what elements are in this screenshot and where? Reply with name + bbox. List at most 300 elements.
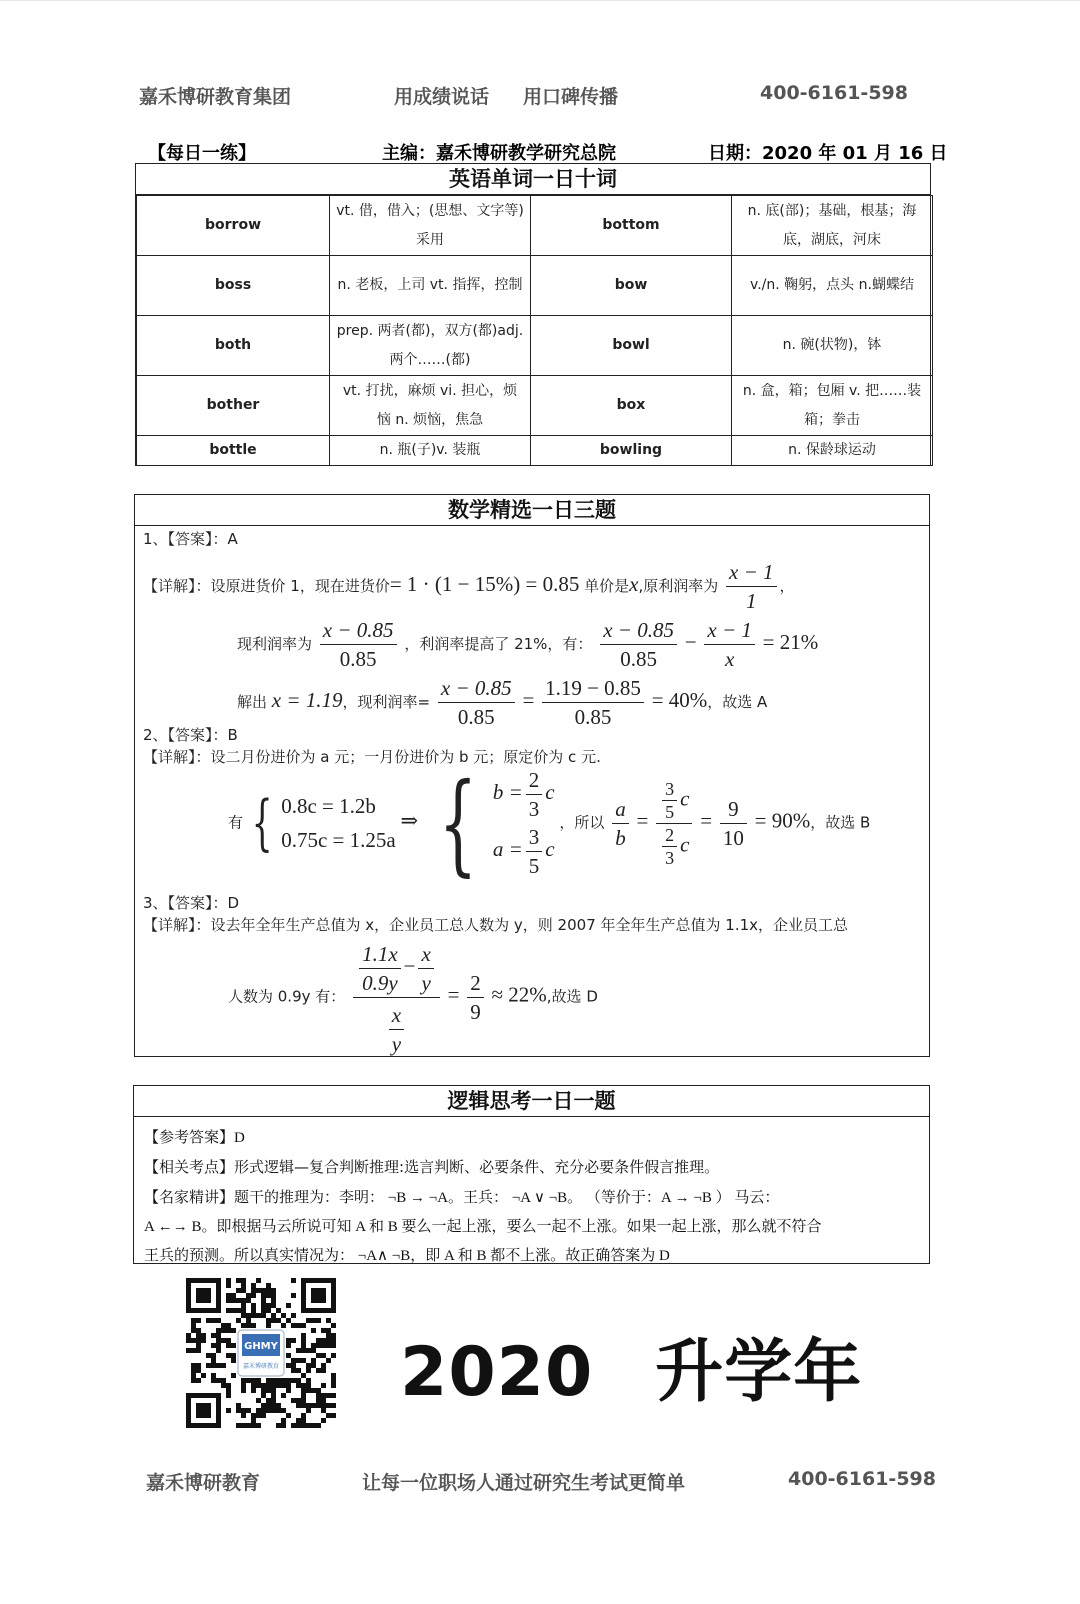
fraction-denominator: b: [615, 825, 626, 850]
qr-module: [286, 1343, 291, 1348]
qr-module: [331, 1403, 336, 1408]
qr-module: [291, 1423, 296, 1428]
qr-module: [256, 1408, 261, 1413]
qr-module: [331, 1323, 336, 1328]
fraction-numerator: a: [612, 795, 629, 824]
qr-module: [226, 1323, 231, 1328]
qr-module: [216, 1343, 221, 1348]
qr-module: [226, 1278, 231, 1283]
vocab-word: boss: [137, 256, 330, 316]
qr-module: [211, 1353, 216, 1358]
q1-solve-value: x = 1.19: [271, 688, 343, 712]
qr-module: [261, 1293, 266, 1298]
qr-module: [216, 1318, 221, 1323]
promo-text: 升学年: [655, 1333, 863, 1412]
qr-module: [311, 1363, 316, 1368]
fraction-denominator: 0.9y: [362, 970, 398, 995]
qr-module: [246, 1293, 251, 1298]
q2-var-c: c: [680, 785, 690, 810]
qr-module: [226, 1308, 231, 1313]
q1-solve-text: 解出: [237, 693, 268, 711]
qr-module: [246, 1323, 251, 1328]
qr-module: [326, 1318, 331, 1323]
logic-topic-label: 【相关考点】: [144, 1158, 235, 1176]
qr-module: [231, 1293, 236, 1298]
qr-module: [331, 1393, 336, 1398]
vocab-row: [137, 316, 933, 376]
qr-module: [291, 1363, 296, 1368]
qr-module: [331, 1413, 336, 1418]
qr-module: [191, 1373, 196, 1378]
vocab-word: bowling: [531, 436, 732, 466]
q1-fraction-d: [542, 674, 644, 731]
qr-module: [321, 1383, 326, 1388]
qr-module: [286, 1338, 291, 1343]
qr-module: [251, 1413, 256, 1418]
qr-module: [251, 1303, 256, 1308]
qr-module: [326, 1333, 331, 1338]
qr-module: [231, 1308, 236, 1313]
vocab-word: bother: [137, 376, 330, 436]
fraction-numerator: x − 0.85: [438, 674, 515, 703]
qr-module: [291, 1368, 296, 1373]
vocab-definition: n. 保龄球运动: [732, 436, 933, 466]
qr-module: [261, 1288, 266, 1293]
qr-module: [296, 1358, 301, 1363]
qr-module: [216, 1378, 221, 1383]
vocab-definition: vt. 借，借入；(思想、文字等)采用: [330, 196, 531, 256]
qr-module: [301, 1343, 306, 1348]
qr-module: [326, 1413, 331, 1418]
qr-module: [271, 1293, 276, 1298]
qr-module: [186, 1333, 191, 1338]
qr-module: [266, 1318, 271, 1323]
logic-section: [133, 1085, 930, 1264]
qr-module: [246, 1378, 251, 1383]
q1-orig-text: ,原利润率为: [638, 577, 719, 595]
qr-module: [196, 1368, 201, 1373]
fraction-numerator: 2: [526, 766, 543, 795]
q2-var-c: c: [680, 831, 690, 856]
qr-module: [306, 1423, 311, 1428]
fraction-numerator: 1.1x: [359, 940, 401, 969]
qr-module: [206, 1353, 211, 1358]
qr-module: [321, 1408, 326, 1413]
qr-module: [291, 1378, 296, 1383]
qr-module: [296, 1418, 301, 1423]
fraction-numerator: x: [418, 940, 433, 969]
fraction-denominator: x: [724, 647, 735, 671]
qr-module: [236, 1408, 241, 1413]
qr-module: [301, 1418, 306, 1423]
qr-module: [226, 1343, 231, 1348]
qr-module: [301, 1333, 306, 1338]
qr-module: [246, 1318, 251, 1323]
qr-module: [306, 1388, 311, 1393]
q1-detail-line2: [237, 616, 818, 673]
qr-module: [186, 1338, 191, 1343]
qr-module: [241, 1423, 246, 1428]
equals-sign: =: [636, 808, 649, 833]
qr-module: [261, 1393, 266, 1398]
qr-module: [331, 1333, 336, 1338]
q2-var-c: c: [545, 837, 555, 861]
qr-module: [301, 1323, 306, 1328]
q1-orig-rate-fraction: [726, 558, 777, 615]
qr-module: [311, 1343, 316, 1348]
qr-module: [316, 1368, 321, 1373]
implies-arrow: ⇒: [400, 808, 419, 833]
qr-module: [326, 1393, 331, 1398]
q3-term2-fraction: [418, 940, 433, 997]
qr-module: [306, 1378, 311, 1383]
qr-module: [331, 1383, 336, 1388]
q1-fraction-b: [704, 616, 755, 673]
qr-module: [261, 1313, 266, 1318]
qr-module: [311, 1423, 316, 1428]
qr-module: [291, 1338, 296, 1343]
qr-module: [271, 1388, 276, 1393]
qr-module: [301, 1413, 306, 1418]
editor-line: 主编：嘉禾博研教学研究总院: [382, 143, 616, 164]
qr-module: [231, 1373, 236, 1378]
qr-module: [231, 1298, 236, 1303]
qr-module: [321, 1393, 326, 1398]
qr-module: [241, 1308, 246, 1313]
qr-module: [291, 1313, 296, 1318]
qr-module: [331, 1353, 336, 1358]
qr-module: [196, 1363, 201, 1368]
qr-module: [286, 1353, 291, 1358]
q1-unit-text: 单价是: [584, 577, 630, 595]
vocab-definition: n. 老板，上司 vt. 指挥，控制: [330, 256, 531, 316]
qr-module: [326, 1358, 331, 1363]
qr-module: [271, 1403, 276, 1408]
promo-banner: [400, 1318, 862, 1415]
qr-module: [281, 1323, 286, 1328]
qr-module: [261, 1298, 266, 1303]
qr-module: [271, 1313, 276, 1318]
qr-module: [296, 1403, 301, 1408]
q2-ratio-fraction: [720, 795, 747, 852]
qr-module: [306, 1403, 311, 1408]
qr-module: [311, 1403, 316, 1408]
qr-module: [191, 1323, 196, 1328]
qr-module: [221, 1383, 226, 1388]
qr-module: [256, 1278, 261, 1283]
qr-module: [251, 1313, 256, 1318]
qr-module: [311, 1388, 316, 1393]
qr-module: [191, 1378, 196, 1383]
footer-phone: 400-6161-598: [788, 1468, 936, 1490]
qr-module: [186, 1348, 191, 1353]
header-slogan-2: 用口碑传播: [523, 86, 619, 108]
qr-module: [236, 1298, 241, 1303]
qr-module: [301, 1348, 306, 1353]
qr-module: [331, 1373, 336, 1378]
qr-module: [276, 1408, 281, 1413]
qr-module: [251, 1308, 256, 1313]
q2-choose: ，故选 B: [810, 813, 871, 832]
minus-sign: −: [684, 630, 697, 654]
qr-module: [326, 1403, 331, 1408]
qr-module: [236, 1423, 241, 1428]
qr-module: [331, 1338, 336, 1343]
qr-module: [321, 1328, 326, 1333]
q2-b-eq: b =: [492, 780, 523, 804]
qr-module: [221, 1323, 226, 1328]
vocab-definition: n. 瓶(子)v. 装瓶: [330, 436, 531, 466]
fraction-numerator: 3: [662, 778, 677, 801]
vocab-row: [137, 196, 933, 256]
qr-module: [301, 1388, 306, 1393]
qr-module: [291, 1293, 296, 1298]
fraction-numerator: 2: [662, 824, 677, 847]
qr-module: [331, 1343, 336, 1348]
qr-module: [266, 1403, 271, 1408]
fraction-denominator: 0.85: [457, 705, 495, 729]
qr-module: [226, 1353, 231, 1358]
logic-topic-line: [144, 1153, 919, 1183]
qr-module: [286, 1318, 291, 1323]
qr-module: [316, 1353, 321, 1358]
q1-fraction-a: [600, 616, 677, 673]
q2-system: [281, 789, 396, 857]
qr-module: [241, 1378, 246, 1383]
qr-module: [241, 1278, 246, 1283]
qr-module: [271, 1408, 276, 1413]
qr-module: [226, 1283, 231, 1288]
qr-module: [301, 1373, 306, 1378]
qr-module: [236, 1308, 241, 1313]
fraction-denominator: 1: [746, 589, 757, 613]
logic-explain-1: 题干的推理为：李明： ¬B → ¬A。王兵： ¬A ∨ ¬B。 （等价于：A → ¬B ） 马云：: [234, 1190, 780, 1206]
qr-module: [221, 1328, 226, 1333]
q2-system-eq2: 0.75c = 1.25a: [281, 828, 396, 852]
qr-module: [196, 1343, 201, 1348]
header-slogan-1: 用成绩说话: [394, 86, 490, 108]
qr-logo-text: GHMY: [244, 1341, 278, 1352]
q2-b-solution: [493, 766, 555, 823]
qr-module: [286, 1303, 291, 1308]
qr-module: [246, 1408, 251, 1413]
q2-compound-fraction: [656, 778, 692, 869]
vocab-title: 英语单词一日十词: [136, 164, 930, 195]
qr-module: [286, 1363, 291, 1368]
q3-answer: 3、【答案】：D: [143, 894, 240, 912]
qr-module: [196, 1338, 201, 1343]
q1-fraction-c: [438, 674, 515, 731]
qr-module: [241, 1283, 246, 1288]
qr-module: [266, 1283, 271, 1288]
q1-var-x: x: [629, 572, 639, 596]
vocab-definition: vt. 打扰，麻烦 vi. 担心，烦恼 n. 烦恼，焦急: [330, 376, 531, 436]
qr-module: [261, 1413, 266, 1418]
q1-now-text: 现利润率为: [237, 635, 313, 653]
fraction-denominator: [353, 998, 440, 1059]
qr-module: [231, 1353, 236, 1358]
fraction-denominator: y: [421, 970, 431, 995]
qr-module: [206, 1363, 211, 1368]
q1-answer: 1、【答案】：A: [143, 530, 238, 548]
qr-module: [256, 1398, 261, 1403]
qr-module: [321, 1363, 326, 1368]
q1-now2-text: ，现利润率=: [342, 693, 431, 711]
vocab-table: [136, 195, 933, 466]
qr-module: [261, 1408, 266, 1413]
qr-module: [226, 1383, 231, 1388]
qr-module: [321, 1418, 326, 1423]
qr-module: [211, 1333, 216, 1338]
qr-module: [216, 1338, 221, 1343]
q3-approx: ≈ 22%: [491, 982, 547, 1007]
q1-eq-40: = 40%: [651, 688, 708, 712]
qr-module: [301, 1423, 306, 1428]
fraction-denominator: [656, 824, 692, 869]
qr-module: [296, 1368, 301, 1373]
qr-module: [231, 1358, 236, 1363]
left-brace: {: [251, 788, 273, 858]
math-section: [134, 494, 930, 1057]
qr-module: [276, 1308, 281, 1313]
q2-detail: 【详解】：设二月份进价为 a 元；一月份进价为 b 元；原定价为 c 元.: [143, 748, 601, 766]
qr-module: [316, 1343, 321, 1348]
qr-module: [276, 1318, 281, 1323]
qr-module: [241, 1408, 246, 1413]
qr-module: [201, 1373, 206, 1378]
qr-module: [306, 1363, 311, 1368]
qr-module: [211, 1358, 216, 1363]
qr-module: [191, 1328, 196, 1333]
vocab-row: [137, 436, 933, 466]
qr-module: [261, 1383, 266, 1388]
fraction-denominator: 9: [470, 999, 481, 1024]
q2-eq-90: = 90%: [754, 808, 811, 833]
minus-sign: −: [403, 954, 416, 978]
qr-module: [221, 1338, 226, 1343]
vocab-definition: v./n. 鞠躬，点头 n.蝴蝶结: [732, 256, 933, 316]
qr-module: [241, 1313, 246, 1318]
fraction-denominator: 0.85: [574, 705, 612, 729]
qr-module: [276, 1383, 281, 1388]
qr-module: [266, 1383, 271, 1388]
qr-module: [306, 1383, 311, 1388]
qr-module: [191, 1368, 196, 1373]
qr-module: [281, 1408, 286, 1413]
qr-module: [251, 1378, 256, 1383]
qr-module: [271, 1398, 276, 1403]
qr-module: [251, 1423, 256, 1428]
q1-detail-line1: [143, 558, 795, 615]
qr-module: [211, 1373, 216, 1378]
qr-module: [246, 1313, 251, 1318]
q3-compound-fraction: [353, 936, 440, 1058]
q2-a-eq: a =: [492, 837, 523, 861]
q2-var-c: c: [545, 780, 555, 804]
qr-module: [271, 1298, 276, 1303]
qr-module: [261, 1303, 266, 1308]
qr-module: [301, 1403, 306, 1408]
qr-module: [226, 1298, 231, 1303]
qr-module: [316, 1403, 321, 1408]
qr-module: [256, 1313, 261, 1318]
qr-module: [286, 1388, 291, 1393]
qr-module: [206, 1318, 211, 1323]
qr-module: [256, 1413, 261, 1418]
fraction-denominator: 0.85: [339, 647, 377, 671]
fraction-numerator: 3: [526, 823, 543, 852]
qr-module: [311, 1358, 316, 1363]
qr-module: [321, 1343, 326, 1348]
q1-cost-equation: = 1 · (1 − 15%) = 0.85: [389, 572, 580, 596]
qr-module: [266, 1323, 271, 1328]
qr-module: [241, 1288, 246, 1293]
fraction-denominator: y: [391, 1032, 402, 1057]
vocab-definition: n. 底(部)；基础，根基；海底，湖底，河床: [732, 196, 933, 256]
qr-module: [256, 1423, 261, 1428]
qr-module: [291, 1278, 296, 1283]
qr-module: [296, 1378, 301, 1383]
qr-module: [326, 1343, 331, 1348]
top-rule: [0, 0, 1080, 1]
logic-explain-line-1: [144, 1183, 919, 1213]
fraction-denominator: 5: [528, 854, 540, 878]
qr-module: [306, 1348, 311, 1353]
q3-people-text: 人数为 0.9y 有：: [228, 987, 346, 1006]
qr-module: [241, 1323, 246, 1328]
qr-module: [226, 1338, 231, 1343]
qr-module: [251, 1388, 256, 1393]
qr-module: [231, 1343, 236, 1348]
qr-module: [301, 1358, 306, 1363]
qr-module: [256, 1288, 261, 1293]
qr-module: [331, 1378, 336, 1383]
qr-module: [191, 1318, 196, 1323]
qr-module: [316, 1398, 321, 1403]
qr-module: [246, 1423, 251, 1428]
qr-module: [251, 1293, 256, 1298]
logic-explain-line-2: A ←→ B。即根据马云所说可知 A 和 B 要么一起上涨，要么一起不上涨。如果一起上涨，那么就不符合: [144, 1219, 822, 1235]
qr-module: [191, 1348, 196, 1353]
qr-module: [296, 1423, 301, 1428]
qr-module: [311, 1318, 316, 1323]
qr-module: [286, 1378, 291, 1383]
equals-sign: =: [447, 982, 460, 1007]
equals-sign: =: [700, 808, 713, 833]
qr-module: [241, 1413, 246, 1418]
qr-module: [291, 1358, 296, 1363]
qr-module: [236, 1288, 241, 1293]
q2-solution: [493, 766, 555, 880]
qr-module: [296, 1348, 301, 1353]
qr-module: [266, 1388, 271, 1393]
q3-equation-line: [228, 936, 598, 1058]
qr-logo-caption: 嘉禾博研教育: [242, 1363, 280, 1370]
qr-module: [196, 1348, 201, 1353]
q1-eq-21: = 21%: [762, 630, 819, 654]
qr-module: [276, 1378, 281, 1383]
qr-module: [301, 1338, 306, 1343]
qr-module: [211, 1363, 216, 1368]
q1-detail-line3: [237, 674, 767, 731]
fraction-numerator: 9: [720, 795, 747, 824]
qr-module: [226, 1293, 231, 1298]
small-fraction: [662, 824, 677, 869]
math-content: [135, 526, 929, 1056]
qr-module: [296, 1383, 301, 1388]
q2-b-fraction: [526, 766, 543, 823]
logic-topic: 形式逻辑—复合判断推理:选言判断、必要条件、充分必要条件假言推理。: [234, 1158, 720, 1176]
